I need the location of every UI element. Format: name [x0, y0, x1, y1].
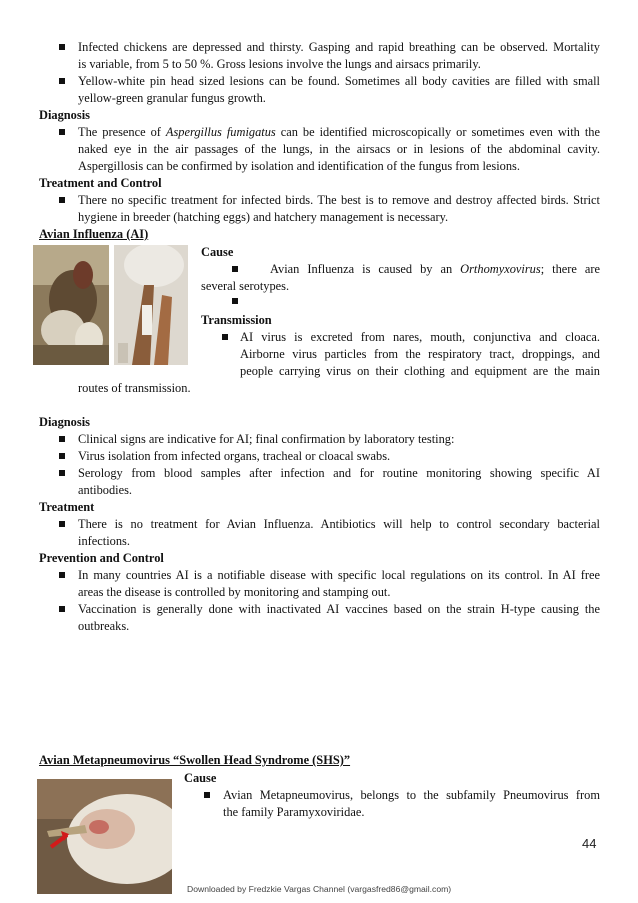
section-heading: Prevention and Control [39, 551, 164, 565]
bullet-text: outbreaks. [78, 619, 130, 633]
bullet-text: There no specific treatment for infected birds. The best is to remove and destroy affected birds. Strict [78, 193, 600, 207]
bullet-marker [59, 44, 65, 50]
subsection-heading: Cause [201, 245, 234, 259]
bullet-text: Avian Metapneumovirus, belongs to the subfamily Pneumovirus from [223, 788, 600, 802]
bullet-text: routes of transmission. [78, 381, 191, 395]
section-title: Avian Metapneumovirus “Swollen Head Syndrome (SHS)” [39, 753, 351, 767]
bullet-text: Clinical signs are indicative for AI; final confirmation by laboratory testing: [78, 432, 455, 446]
section-title: Avian Influenza (AI) [39, 227, 149, 241]
bullet-text: is variable, from 5 to 50 %. Gross lesions involve the lungs and airsacs primarily. [78, 57, 481, 71]
bullet-text: yellow-green granular fungus growth. [78, 91, 266, 105]
bullet-text: Aspergillosis can be confirmed by isolation and identification of the fungus from lesions. [78, 159, 520, 173]
bullet-marker [59, 572, 65, 578]
bullet-text: antibodies. [78, 483, 133, 497]
bullet-text: infections. [78, 534, 130, 548]
bullet-marker [59, 129, 65, 135]
section-heading: Diagnosis [39, 108, 90, 122]
bullet-text: hygiene in breeder (hatching eggs) and hatchery management is necessary. [78, 210, 449, 224]
bullet-text: In many countries AI is a notifiable disease with specific local regulations on its control. In AI free [78, 568, 600, 582]
section-heading: Treatment and Control [39, 176, 162, 190]
bullet-text: There is no treatment for Avian Influenza. Antibiotics will help to control secondary bacterial [78, 517, 600, 531]
bullet-text: Vaccination is generally done with inactivated AI vaccines based on the strain H-type causing the [78, 602, 600, 616]
bullet-text: naked eye in the air passages of the lungs, in the airsacs or in lesions of the abdominal cavity. [78, 142, 600, 156]
chicken-photo-left [33, 245, 109, 365]
bullet-marker [59, 197, 65, 203]
section-heading: Treatment [39, 500, 95, 514]
bullet-text: Virus isolation from infected organs, tracheal or cloacal swabs. [78, 449, 391, 463]
bullet-text: Infected chickens are depressed and thirsty. Gasping and rapid breathing can be observed. Mortality [78, 40, 600, 54]
chicken-photo-right [114, 245, 188, 365]
swollen-head-photo [37, 779, 172, 894]
download-footer: Downloaded by Fredzkie Vargas Channel (vargasfred86@gmail.com) [187, 884, 452, 894]
bullet-marker [222, 334, 228, 340]
bullet-text: the family Paramyxoviridae. [223, 805, 365, 819]
bullet-marker [204, 792, 210, 798]
bullet-marker [59, 436, 65, 442]
section-heading: Diagnosis [39, 415, 90, 429]
bullet-marker [59, 453, 65, 459]
subsection-heading: Transmission [201, 313, 272, 327]
bullet-marker [59, 78, 65, 84]
bullet-text: several serotypes. [201, 279, 290, 293]
bullet-text: people carrying virus on their clothing and equipment are the main [240, 364, 600, 378]
bullet-text: The presence of Aspergillus fumigatus can be identified microscopically or sometimes even with the [78, 125, 601, 139]
bullet-text: AI virus is excreted from nares, mouth, conjunctiva and cloaca. [240, 330, 600, 344]
bullet-text: Airborne virus particles from the respiratory tract, droppings, and [240, 347, 600, 361]
bullet-marker [59, 470, 65, 476]
bullet-marker [59, 606, 65, 612]
bullet-text: areas the disease is controlled by monitoring and stamping out. [78, 585, 391, 599]
bullet-text: Avian Influenza is caused by an Orthomyxovirus; there are [270, 262, 600, 276]
bullet-marker [232, 298, 238, 304]
bullet-text: Serology from blood samples after infection and for routine monitoring showing specific AI [78, 466, 600, 480]
subsection-heading: Cause [184, 771, 217, 785]
bullet-marker [232, 266, 238, 272]
page-number: 44 [582, 836, 597, 851]
bullet-text: Yellow-white pin head sized lesions can be found. Sometimes all body cavities are filled with small [78, 74, 600, 88]
bullet-marker [59, 521, 65, 527]
